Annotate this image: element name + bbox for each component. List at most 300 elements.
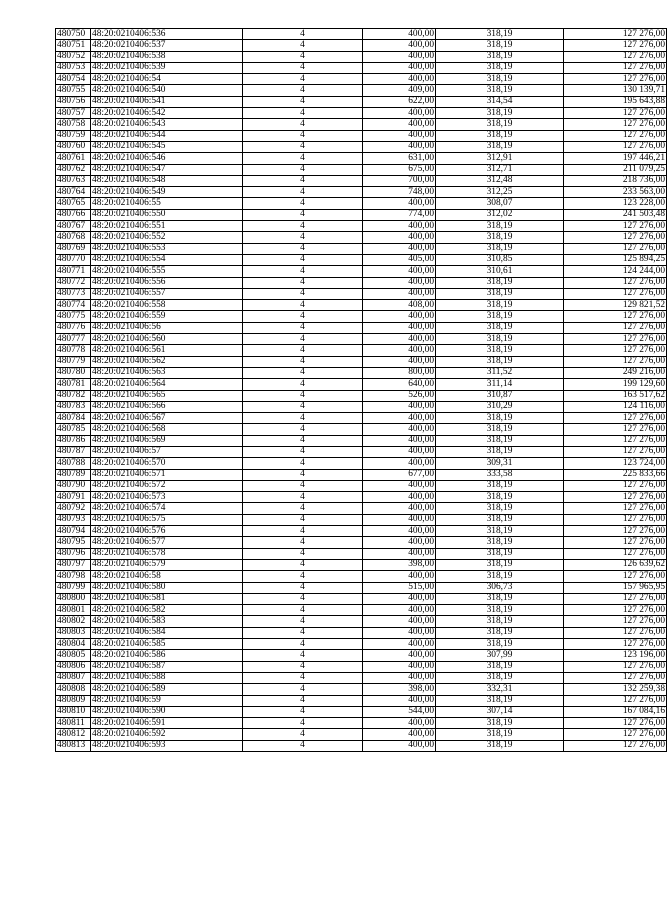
table-row: [56, 672, 667, 683]
table-row: [56, 627, 667, 638]
row-number-cell: 480770: [56, 254, 91, 265]
cadastral-number-cell: 48:20:0210406:582: [91, 605, 243, 616]
cadastral-number-cell: 48:20:0210406:566: [91, 401, 243, 412]
row-number-cell: 480802: [56, 616, 91, 627]
unit-value-cell: 307,99: [436, 650, 564, 661]
category-cell: 4: [243, 639, 363, 650]
table-row: [56, 379, 667, 390]
area-cell: 400,00: [363, 232, 436, 243]
row-number-cell: 480775: [56, 311, 91, 322]
row-number-cell: 480766: [56, 209, 91, 220]
unit-value-cell: 318,19: [436, 288, 564, 299]
area-cell: 400,00: [363, 413, 436, 424]
cadastral-value-cell: 127 276,00: [564, 221, 667, 232]
category-cell: 4: [243, 175, 363, 186]
row-number-cell: 480813: [56, 740, 91, 751]
category-cell: 4: [243, 300, 363, 311]
area-cell: 400,00: [363, 740, 436, 751]
cadastral-number-cell: 48:20:0210406:542: [91, 108, 243, 119]
area-cell: 400,00: [363, 571, 436, 582]
table-row: [56, 187, 667, 198]
table-row: [56, 390, 667, 401]
category-cell: 4: [243, 582, 363, 593]
cadastral-number-cell: 48:20:0210406:574: [91, 503, 243, 514]
area-cell: 400,00: [363, 458, 436, 469]
unit-value-cell: 310,85: [436, 254, 564, 265]
cadastral-number-cell: 48:20:0210406:586: [91, 650, 243, 661]
cadastral-number-cell: 48:20:0210406:575: [91, 514, 243, 525]
cadastral-value-cell: 218 736,00: [564, 175, 667, 186]
table-row: [56, 706, 667, 717]
unit-value-cell: 318,19: [436, 119, 564, 130]
row-number-cell: 480785: [56, 424, 91, 435]
cadastral-value-cell: 123 228,00: [564, 198, 667, 209]
table-row: [56, 729, 667, 740]
category-cell: 4: [243, 740, 363, 751]
row-number-cell: 480757: [56, 108, 91, 119]
table-row: [56, 232, 667, 243]
category-cell: 4: [243, 706, 363, 717]
category-cell: 4: [243, 503, 363, 514]
cadastral-value-cell: 127 276,00: [564, 108, 667, 119]
unit-value-cell: 307,14: [436, 706, 564, 717]
row-number-cell: 480764: [56, 187, 91, 198]
table-row: [56, 413, 667, 424]
area-cell: 675,00: [363, 164, 436, 175]
category-cell: 4: [243, 672, 363, 683]
table-row: [56, 514, 667, 525]
area-cell: 400,00: [363, 718, 436, 729]
cadastral-value-cell: 127 276,00: [564, 718, 667, 729]
unit-value-cell: 318,19: [436, 232, 564, 243]
cadastral-value-cell: 127 276,00: [564, 40, 667, 51]
cadastral-value-cell: 127 276,00: [564, 729, 667, 740]
table-row: [56, 469, 667, 480]
cadastral-value-cell: 127 276,00: [564, 639, 667, 650]
category-cell: 4: [243, 469, 363, 480]
unit-value-cell: 318,19: [436, 413, 564, 424]
cadastral-number-cell: 48:20:0210406:536: [91, 29, 243, 40]
table-row: [56, 446, 667, 457]
unit-value-cell: 318,19: [436, 221, 564, 232]
unit-value-cell: 318,19: [436, 605, 564, 616]
category-cell: 4: [243, 164, 363, 175]
area-cell: 400,00: [363, 548, 436, 559]
category-cell: 4: [243, 345, 363, 356]
cadastral-value-cell: 167 084,16: [564, 706, 667, 717]
row-number-cell: 480794: [56, 526, 91, 537]
table-row: [56, 221, 667, 232]
row-number-cell: 480784: [56, 413, 91, 424]
unit-value-cell: 318,19: [436, 130, 564, 141]
table-row: [56, 650, 667, 661]
cadastral-value-cell: 127 276,00: [564, 413, 667, 424]
table-row: [56, 605, 667, 616]
row-number-cell: 480811: [56, 718, 91, 729]
cadastral-value-cell: 163 517,62: [564, 390, 667, 401]
cadastral-number-cell: 48:20:0210406:555: [91, 266, 243, 277]
table-row: [56, 548, 667, 559]
unit-value-cell: 318,19: [436, 85, 564, 96]
unit-value-cell: 310,87: [436, 390, 564, 401]
area-cell: 400,00: [363, 266, 436, 277]
category-cell: 4: [243, 695, 363, 706]
table-row: [56, 492, 667, 503]
unit-value-cell: 312,91: [436, 153, 564, 164]
unit-value-cell: 318,19: [436, 514, 564, 525]
unit-value-cell: 318,19: [436, 74, 564, 85]
category-cell: 4: [243, 446, 363, 457]
cadastral-number-cell: 48:20:0210406:545: [91, 141, 243, 152]
unit-value-cell: 312,71: [436, 164, 564, 175]
unit-value-cell: 318,19: [436, 480, 564, 491]
cadastral-value-cell: 127 276,00: [564, 548, 667, 559]
cadastral-value-cell: 127 276,00: [564, 322, 667, 333]
area-cell: 408,00: [363, 300, 436, 311]
table-row: [56, 288, 667, 299]
unit-value-cell: 310,61: [436, 266, 564, 277]
category-cell: 4: [243, 108, 363, 119]
cadastral-value-cell: 127 276,00: [564, 446, 667, 457]
cadastral-value-cell: 127 276,00: [564, 514, 667, 525]
table-row: [56, 175, 667, 186]
unit-value-cell: 318,19: [436, 503, 564, 514]
cadastral-value-cell: 127 276,00: [564, 277, 667, 288]
cadastral-value-cell: 195 643,88: [564, 96, 667, 107]
cadastral-number-cell: 48:20:0210406:557: [91, 288, 243, 299]
category-cell: 4: [243, 435, 363, 446]
table-row: [56, 198, 667, 209]
row-number-cell: 480810: [56, 706, 91, 717]
unit-value-cell: 318,19: [436, 51, 564, 62]
category-cell: 4: [243, 130, 363, 141]
table-row: [56, 424, 667, 435]
area-cell: 400,00: [363, 198, 436, 209]
category-cell: 4: [243, 548, 363, 559]
table-row: [56, 74, 667, 85]
area-cell: 400,00: [363, 446, 436, 457]
category-cell: 4: [243, 322, 363, 333]
unit-value-cell: 312,02: [436, 209, 564, 220]
unit-value-cell: 318,19: [436, 311, 564, 322]
cadastral-value-cell: 127 276,00: [564, 695, 667, 706]
cadastral-number-cell: 48:20:0210406:567: [91, 413, 243, 424]
row-number-cell: 480812: [56, 729, 91, 740]
category-cell: 4: [243, 40, 363, 51]
area-cell: 400,00: [363, 480, 436, 491]
area-cell: 400,00: [363, 695, 436, 706]
row-number-cell: 480760: [56, 141, 91, 152]
row-number-cell: 480791: [56, 492, 91, 503]
row-number-cell: 480792: [56, 503, 91, 514]
cadastral-number-cell: 48:20:0210406:588: [91, 672, 243, 683]
unit-value-cell: 318,19: [436, 446, 564, 457]
row-number-cell: 480797: [56, 559, 91, 570]
cadastral-number-cell: 48:20:0210406:578: [91, 548, 243, 559]
category-cell: 4: [243, 627, 363, 638]
area-cell: 400,00: [363, 526, 436, 537]
area-cell: 400,00: [363, 141, 436, 152]
cadastral-number-cell: 48:20:0210406:544: [91, 130, 243, 141]
row-number-cell: 480779: [56, 356, 91, 367]
row-number-cell: 480788: [56, 458, 91, 469]
row-number-cell: 480787: [56, 446, 91, 457]
cadastral-number-cell: 48:20:0210406:538: [91, 51, 243, 62]
unit-value-cell: 318,19: [436, 729, 564, 740]
table-row: [56, 695, 667, 706]
cadastral-number-cell: 48:20:0210406:553: [91, 243, 243, 254]
category-cell: 4: [243, 424, 363, 435]
cadastral-value-cell: 249 216,00: [564, 367, 667, 378]
area-cell: 677,00: [363, 469, 436, 480]
category-cell: 4: [243, 413, 363, 424]
cadastral-value-cell: 225 833,66: [564, 469, 667, 480]
row-number-cell: 480768: [56, 232, 91, 243]
cadastral-number-cell: 48:20:0210406:584: [91, 627, 243, 638]
area-cell: 400,00: [363, 311, 436, 322]
unit-value-cell: 318,19: [436, 424, 564, 435]
unit-value-cell: 318,19: [436, 661, 564, 672]
cadastral-value-cell: 127 276,00: [564, 627, 667, 638]
table-row: [56, 243, 667, 254]
unit-value-cell: 318,19: [436, 356, 564, 367]
cadastral-number-cell: 48:20:0210406:592: [91, 729, 243, 740]
cadastral-value-cell: 127 276,00: [564, 51, 667, 62]
cadastral-number-cell: 48:20:0210406:56: [91, 322, 243, 333]
cadastral-number-cell: 48:20:0210406:57: [91, 446, 243, 457]
cadastral-number-cell: 48:20:0210406:551: [91, 221, 243, 232]
area-cell: 400,00: [363, 435, 436, 446]
row-number-cell: 480754: [56, 74, 91, 85]
table-row: [56, 616, 667, 627]
row-number-cell: 480771: [56, 266, 91, 277]
cadastral-number-cell: 48:20:0210406:564: [91, 379, 243, 390]
cadastral-value-cell: 123 724,00: [564, 458, 667, 469]
cadastral-number-cell: 48:20:0210406:579: [91, 559, 243, 570]
cadastral-value-cell: 199 129,60: [564, 379, 667, 390]
area-cell: 400,00: [363, 729, 436, 740]
category-cell: 4: [243, 526, 363, 537]
row-number-cell: 480808: [56, 684, 91, 695]
cadastral-number-cell: 48:20:0210406:560: [91, 334, 243, 345]
table-row: [56, 209, 667, 220]
cadastral-number-cell: 48:20:0210406:59: [91, 695, 243, 706]
table-row: [56, 537, 667, 548]
cadastral-value-cell: 197 446,21: [564, 153, 667, 164]
cadastral-number-cell: 48:20:0210406:546: [91, 153, 243, 164]
cadastral-number-cell: 48:20:0210406:568: [91, 424, 243, 435]
cadastral-number-cell: 48:20:0210406:563: [91, 367, 243, 378]
cadastral-number-cell: 48:20:0210406:537: [91, 40, 243, 51]
category-cell: 4: [243, 232, 363, 243]
unit-value-cell: 332,31: [436, 684, 564, 695]
category-cell: 4: [243, 198, 363, 209]
cadastral-value-cell: 127 276,00: [564, 593, 667, 604]
unit-value-cell: 318,19: [436, 492, 564, 503]
cadastral-number-cell: 48:20:0210406:577: [91, 537, 243, 548]
table-row: [56, 266, 667, 277]
table-row: [56, 367, 667, 378]
cadastral-number-cell: 48:20:0210406:543: [91, 119, 243, 130]
cadastral-number-cell: 48:20:0210406:548: [91, 175, 243, 186]
cadastral-number-cell: 48:20:0210406:590: [91, 706, 243, 717]
row-number-cell: 480782: [56, 390, 91, 401]
category-cell: 4: [243, 187, 363, 198]
cadastral-number-cell: 48:20:0210406:587: [91, 661, 243, 672]
row-number-cell: 480761: [56, 153, 91, 164]
row-number-cell: 480790: [56, 480, 91, 491]
row-number-cell: 480753: [56, 62, 91, 73]
row-number-cell: 480755: [56, 85, 91, 96]
area-cell: 400,00: [363, 108, 436, 119]
table-row: [56, 639, 667, 650]
table-row: [56, 582, 667, 593]
row-number-cell: 480767: [56, 221, 91, 232]
row-number-cell: 480795: [56, 537, 91, 548]
table-row: [56, 29, 667, 40]
cadastral-value-cell: 132 259,38: [564, 684, 667, 695]
unit-value-cell: 318,19: [436, 435, 564, 446]
table-row: [56, 277, 667, 288]
area-cell: 400,00: [363, 514, 436, 525]
cadastral-number-cell: 48:20:0210406:589: [91, 684, 243, 695]
cadastral-number-cell: 48:20:0210406:573: [91, 492, 243, 503]
area-cell: 400,00: [363, 605, 436, 616]
table-row: [56, 254, 667, 265]
cadastral-value-cell: 130 139,71: [564, 85, 667, 96]
unit-value-cell: 318,19: [436, 334, 564, 345]
area-cell: 544,00: [363, 706, 436, 717]
row-number-cell: 480801: [56, 605, 91, 616]
category-cell: 4: [243, 266, 363, 277]
area-cell: 631,00: [363, 153, 436, 164]
table-row: [56, 108, 667, 119]
cadastral-number-cell: 48:20:0210406:583: [91, 616, 243, 627]
cadastral-number-cell: 48:20:0210406:581: [91, 593, 243, 604]
category-cell: 4: [243, 221, 363, 232]
unit-value-cell: 318,19: [436, 345, 564, 356]
category-cell: 4: [243, 616, 363, 627]
cadastral-number-cell: 48:20:0210406:565: [91, 390, 243, 401]
cadastral-value-cell: 127 276,00: [564, 356, 667, 367]
cadastral-value-cell: 127 276,00: [564, 492, 667, 503]
area-cell: 400,00: [363, 243, 436, 254]
table-row: [56, 356, 667, 367]
cadastral-value-cell: 127 276,00: [564, 141, 667, 152]
category-cell: 4: [243, 119, 363, 130]
row-number-cell: 480772: [56, 277, 91, 288]
cadastral-number-cell: 48:20:0210406:552: [91, 232, 243, 243]
cadastral-number-cell: 48:20:0210406:580: [91, 582, 243, 593]
cadastral-value-cell: 127 276,00: [564, 345, 667, 356]
category-cell: 4: [243, 514, 363, 525]
cadastral-value-cell: 129 821,52: [564, 300, 667, 311]
cadastral-number-cell: 48:20:0210406:591: [91, 718, 243, 729]
row-number-cell: 480750: [56, 29, 91, 40]
cadastral-value-cell: 127 276,00: [564, 119, 667, 130]
category-cell: 4: [243, 141, 363, 152]
row-number-cell: 480765: [56, 198, 91, 209]
cadastral-value-cell: 127 276,00: [564, 480, 667, 491]
unit-value-cell: 318,19: [436, 639, 564, 650]
unit-value-cell: 318,19: [436, 559, 564, 570]
row-number-cell: 480769: [56, 243, 91, 254]
table-row: [56, 311, 667, 322]
area-cell: 700,00: [363, 175, 436, 186]
cadastral-value-cell: 124 244,00: [564, 266, 667, 277]
cadastral-value-cell: 127 276,00: [564, 616, 667, 627]
area-cell: 400,00: [363, 503, 436, 514]
cadastral-value-cell: 127 276,00: [564, 311, 667, 322]
row-number-cell: 480759: [56, 130, 91, 141]
row-number-cell: 480805: [56, 650, 91, 661]
cadastral-value-cell: 127 276,00: [564, 605, 667, 616]
cadastral-value-cell: 127 276,00: [564, 672, 667, 683]
cadastral-number-cell: 48:20:0210406:58: [91, 571, 243, 582]
area-cell: 405,00: [363, 254, 436, 265]
unit-value-cell: 308,07: [436, 198, 564, 209]
category-cell: 4: [243, 334, 363, 345]
category-cell: 4: [243, 367, 363, 378]
unit-value-cell: 318,19: [436, 593, 564, 604]
table-row: [56, 300, 667, 311]
unit-value-cell: 318,19: [436, 322, 564, 333]
unit-value-cell: 318,19: [436, 243, 564, 254]
table-row: [56, 480, 667, 491]
cadastral-value-cell: 127 276,00: [564, 526, 667, 537]
area-cell: 409,00: [363, 85, 436, 96]
table-row: [56, 571, 667, 582]
cadastral-value-cell: 127 276,00: [564, 740, 667, 751]
category-cell: 4: [243, 458, 363, 469]
row-number-cell: 480763: [56, 175, 91, 186]
area-cell: 622,00: [363, 96, 436, 107]
table-row: [56, 40, 667, 51]
area-cell: 526,00: [363, 390, 436, 401]
cadastral-value-cell: 241 503,48: [564, 209, 667, 220]
cadastral-number-cell: 48:20:0210406:562: [91, 356, 243, 367]
unit-value-cell: 318,19: [436, 740, 564, 751]
cadastral-number-cell: 48:20:0210406:572: [91, 480, 243, 491]
category-cell: 4: [243, 559, 363, 570]
row-number-cell: 480776: [56, 322, 91, 333]
cadastral-value-cell: 123 196,00: [564, 650, 667, 661]
area-cell: 400,00: [363, 40, 436, 51]
area-cell: 400,00: [363, 334, 436, 345]
cadastral-value-cell: 127 276,00: [564, 503, 667, 514]
cadastral-value-cell: 157 965,95: [564, 582, 667, 593]
area-cell: 400,00: [363, 401, 436, 412]
row-number-cell: 480786: [56, 435, 91, 446]
row-number-cell: 480756: [56, 96, 91, 107]
area-cell: 400,00: [363, 288, 436, 299]
category-cell: 4: [243, 729, 363, 740]
category-cell: 4: [243, 288, 363, 299]
table-row: [56, 119, 667, 130]
cadastral-number-cell: 48:20:0210406:556: [91, 277, 243, 288]
unit-value-cell: 318,19: [436, 672, 564, 683]
table-row: [56, 559, 667, 570]
unit-value-cell: 318,19: [436, 277, 564, 288]
cadastral-number-cell: 48:20:0210406:585: [91, 639, 243, 650]
category-cell: 4: [243, 684, 363, 695]
area-cell: 400,00: [363, 639, 436, 650]
area-cell: 800,00: [363, 367, 436, 378]
unit-value-cell: 318,19: [436, 40, 564, 51]
row-number-cell: 480777: [56, 334, 91, 345]
category-cell: 4: [243, 401, 363, 412]
area-cell: 400,00: [363, 62, 436, 73]
